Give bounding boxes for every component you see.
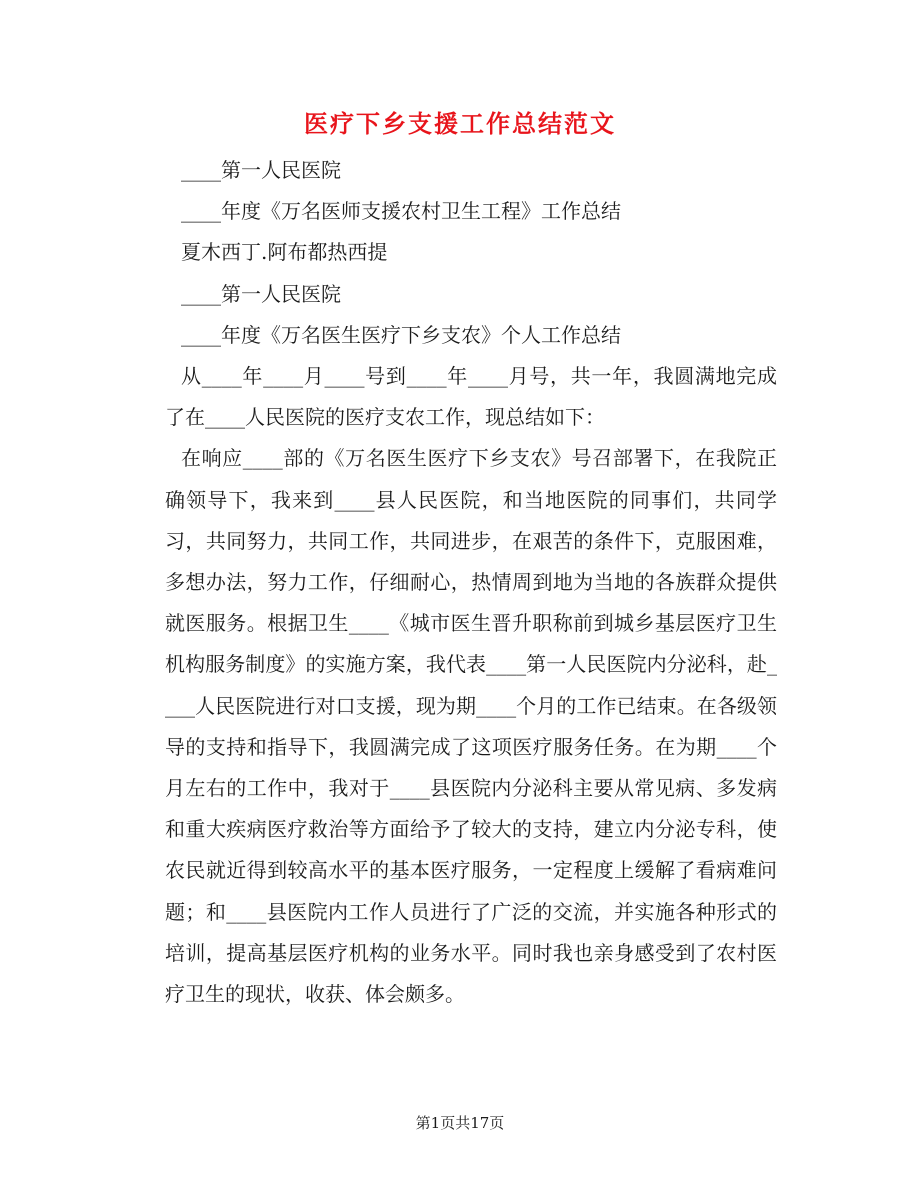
report-title-line: ____年度《万名医师支援农村卫生工程》工作总结 (181, 199, 621, 224)
hospital-line: ____第一人民医院 (181, 158, 341, 182)
report-title-line: ____年度《万名医生医疗下乡支农》个人工作总结 (181, 322, 621, 347)
intro-paragraph: 从____年____月____号到____年____月号，共一年，我圆满地完成了在____人民医院的医疗支农工作，现总结如下： (165, 364, 777, 430)
body-paragraph: 在响应____部的《万名医生医疗下乡支农》号召部署下，在我院正确领导下，我来到____县人民医院，和当地医院的同事们，共同学习，共同努力，共同工作，共同进步，在艰苦的条件下，克服困难，多想办法，努力工作，仔细耐心，热情周到地为当地的各族群众提供就医服务。根据卫生____《城市医生晋升职称前到城乡基层医疗卫生机构服务制度》的实施方案，我代表____第一人民医院内分泌科，赴____人民医院进行对口支援，现为期____个月的工作已结束。在各级领导的支持和指导下，我圆满完成了这项医疗服务任务。在为期____个月左右的工作中，我对于____县医院内分泌科主要从常见病、多发病和重大疾病医疗救治等方面给予了较大的支持，建立内分泌专科，使农民就近得到较高水平的基本医疗服务，一定程度上缓解了看病难问题；和____县医院内工作人员进行了广泛的交流，并实施各种形式的培训，提高基层医疗机构的业务水平。同时我也亲身感受到了农村医疗卫生的现状，收获、体会颇多。 (165, 446, 777, 1007)
hospital-line: ____第一人民医院 (181, 281, 341, 306)
document-title: 医疗下乡支援工作总结范文 (304, 109, 616, 138)
document-body (165, 150, 777, 1015)
page-number: 第1页共17页 (415, 1114, 505, 1132)
author-line: 夏木西丁.阿布都热西提 (181, 240, 388, 265)
